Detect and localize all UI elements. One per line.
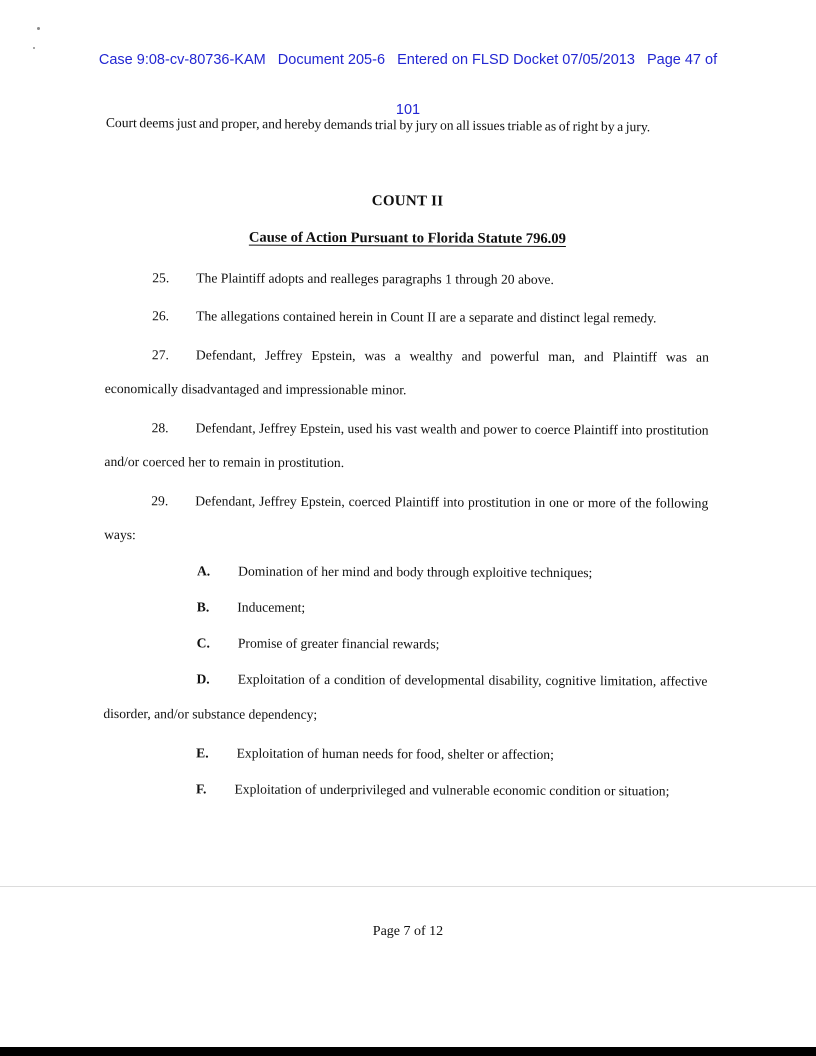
subitem-letter: D. (196, 671, 210, 687)
paragraph-text: Defendant, Jeffrey Epstein, was a wealthy and powerful man, and Plaintiff was an economically disadvantaged and impressionable minor. (104, 346, 709, 398)
paragraph-text: Defendant, Jeffrey Epstein, coerced Plaintiff into prostitution in one or more of the following ways: (104, 492, 709, 543)
subitem-text: Exploitation of human needs for food, shelter or affection; (236, 745, 554, 762)
document-body (103, 106, 710, 809)
lettered-subitem (103, 736, 707, 773)
paragraph-number: 25. (152, 269, 170, 285)
numbered-paragraph (105, 260, 709, 297)
continuation-paragraph: Court deems just and proper, and hereby demands trial by jury on all issues triable as of right by a jury. (105, 114, 651, 135)
subitem-text: Promise of greater financial rewards; (237, 635, 440, 652)
numbered-paragraph (105, 337, 709, 409)
lettered-subitem (103, 772, 707, 809)
paragraph-number: 26. (152, 308, 170, 324)
page-number-footer: Page 7 of 12 (372, 924, 444, 939)
paragraph-number: 28. (151, 419, 169, 435)
lettered-subitem (104, 590, 708, 627)
numbered-paragraph (105, 299, 709, 336)
header-stamp-line1: Case 9:08-cv-80736-KAM Document 205-6 Entered on FLSD Docket 07/05/2013 Page 47 of (98, 52, 718, 68)
subitem-letter: F. (195, 781, 207, 797)
subitem-text: Exploitation of a condition of developmental disability, cognitive limitation, affective disorder, and/or substance dependency; (103, 671, 708, 722)
scan-fold-line (0, 886, 816, 887)
lettered-subitem (104, 554, 708, 591)
paragraph-text: The Plaintiff adopts and realleges paragraphs 1 through 20 above. (196, 269, 554, 287)
cause-of-action-heading: Cause of Action Pursuant to Florida Statute 796.09 (248, 229, 566, 247)
scan-bottom-bar (0, 1047, 816, 1056)
header-stamp-line2: 101 (395, 101, 421, 118)
scan-artifact-dot (33, 47, 35, 49)
count-heading: COUNT II (371, 192, 444, 209)
subitem-text: Exploitation of underprivileged and vulnerable economic condition or situation; (234, 781, 670, 799)
numbered-paragraph (104, 410, 708, 482)
subitem-text: Inducement; (237, 599, 306, 615)
subitem-text: Domination of her mind and body through exploitive techniques; (238, 563, 593, 581)
subitem-letter: B. (196, 599, 210, 615)
lettered-subitem (104, 626, 708, 663)
scan-artifact-dot (37, 27, 40, 30)
paragraph-number: 29. (151, 492, 169, 508)
paragraph-text: The allegations contained herein in Count II are a separate and distinct legal remedy. (196, 308, 657, 326)
subitem-letter: E. (196, 745, 209, 761)
subitem-letter: A. (196, 563, 211, 579)
paragraph-number: 27. (151, 346, 169, 362)
paragraph-text: Defendant, Jeffrey Epstein, used his vast wealth and power to coerce Plaintiff into prostitution and/or coerced her to remain in prostitution. (104, 419, 709, 471)
numbered-paragraph (104, 483, 708, 555)
subitem-letter: C. (196, 635, 210, 651)
lettered-subitem (103, 662, 707, 734)
